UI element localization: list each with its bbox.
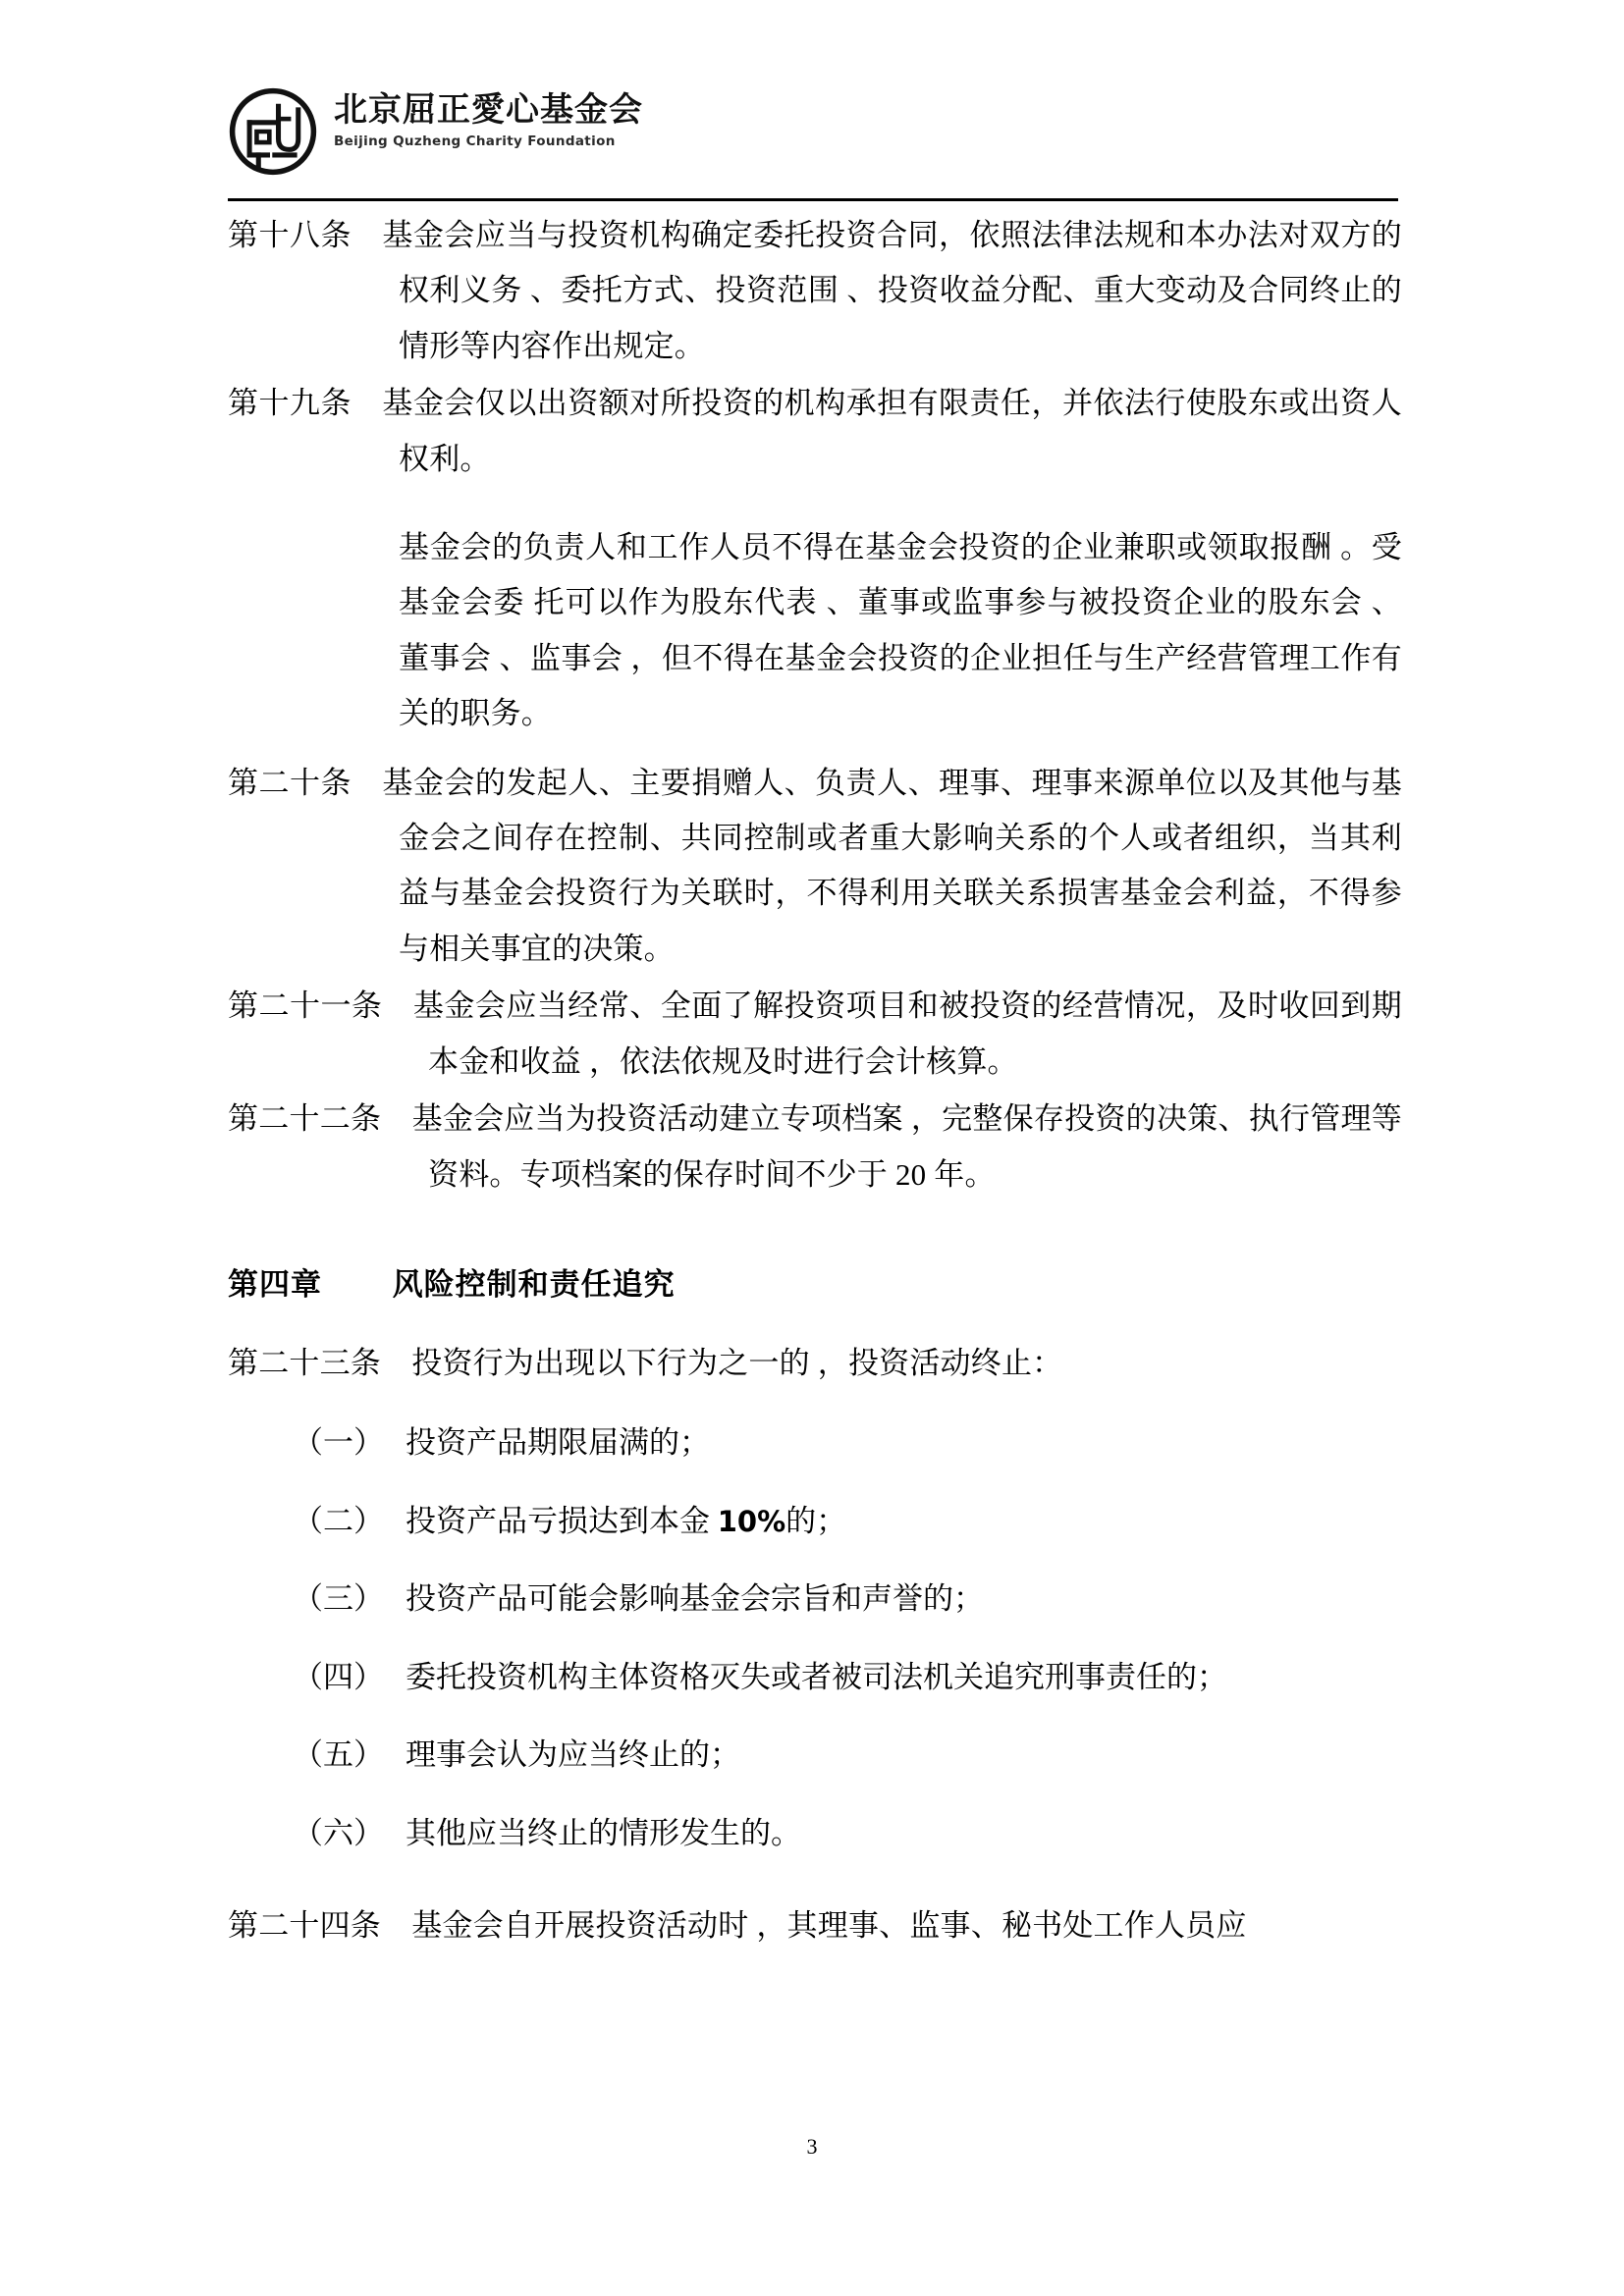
logo-wordmark — [334, 86, 643, 149]
list-item-number: （二） — [293, 1503, 384, 1538]
chapter-4-heading — [228, 1261, 1402, 1310]
list-item — [228, 1809, 1402, 1858]
article-19-paragraph-2: 基金会的负责人和工作人员不得在基金会投资的企业兼职或领取报酬 。受基金会委 托可以作为股东代表 、董事或监事参与被投资企业的股东会 、董事会 、监事会 ，但不得在基金会投资的企业担任与生产经营管理工作有关的职务。 — [399, 530, 1402, 731]
list-item-number: （三） — [293, 1581, 384, 1617]
article-23-text: 第二十三条 投资行为出现以下行为之一的 ，投资活动终止： — [228, 1345, 1063, 1380]
chapter-number: 第四章 — [228, 1266, 322, 1303]
page-number: 3 — [806, 2134, 818, 2159]
organization-name-cn: 北京屈正愛心基金会 — [334, 90, 643, 130]
list-item-label: 委托投资机构主体资格灭失或者被司法机关追究刑事责任的； — [406, 1659, 1227, 1694]
article-24-text: 第二十四条 基金会自开展投资活动时 ，其理事、监事、秘书处工作人员应 — [228, 1908, 1247, 1944]
article-22-text: 第二十二条 基金会应当为投资活动建立专项档案 ，完整保存投资的决策、执行管理等资料。专项档案的保存时间不少于 20 年。 — [228, 1101, 1402, 1192]
header-divider — [228, 198, 1398, 201]
letterhead — [228, 86, 1386, 177]
list-item-number: （五） — [293, 1737, 384, 1773]
circular-seal-logo-icon — [228, 86, 318, 177]
article-19-text: 第十九条 基金会仅以出资额对所投资的机构承担有限责任，并依法行使股东或出资人权利。 — [228, 386, 1402, 476]
chapter-title: 风险控制和责任追究 — [392, 1266, 676, 1303]
list-item-label-suffix: 的； — [785, 1503, 847, 1538]
document-body — [228, 208, 1402, 1956]
list-item-label: 其他应当终止的情形发生的。 — [406, 1815, 801, 1850]
list-item — [228, 1497, 1402, 1546]
list-item-label: 理事会认为应当终止的； — [406, 1737, 740, 1773]
article-20-text: 第二十条 基金会的发起人、主要捐赠人、负责人、理事、理事来源单位以及其他与基金会之间存在控制、共同控制或者重大影响关系的个人或者组织，当其利益与基金会投资行为关联时，不得利用关联关系损害基金会利益，不得参与相关事宜的决策。 — [228, 765, 1402, 966]
list-item-number: （六） — [293, 1815, 384, 1850]
loss-threshold-value: 10% — [717, 1504, 786, 1538]
list-item — [228, 1731, 1402, 1780]
list-item — [228, 1418, 1402, 1468]
organization-name-en: Beijing Quzheng Charity Foundation — [334, 133, 616, 149]
article-18-text: 第十八条 基金会应当与投资机构确定委托投资合同，依照法律法规和本办法对双方的权利义务 、委托方式、投资范围 、投资收益分配、重大变动及合同终止的情形等内容作出规定。 — [228, 218, 1402, 363]
list-item-label — [406, 1497, 846, 1546]
list-item-number: （一） — [293, 1424, 384, 1460]
list-item-label: 投资产品期限届满的； — [406, 1424, 710, 1460]
list-item-label-prefix: 投资产品亏损达到本金 — [406, 1503, 718, 1538]
list-item-number: （四） — [293, 1659, 384, 1694]
list-item — [228, 1653, 1402, 1702]
list-item — [228, 1575, 1402, 1624]
article-21-text: 第二十一条 基金会应当经常、全面了解投资项目和被投资的经营情况，及时收回到期本金和收益 ，依法依规及时进行会计核算。 — [228, 988, 1402, 1079]
list-item-label: 投资产品可能会影响基金会宗旨和声誉的； — [406, 1581, 984, 1617]
